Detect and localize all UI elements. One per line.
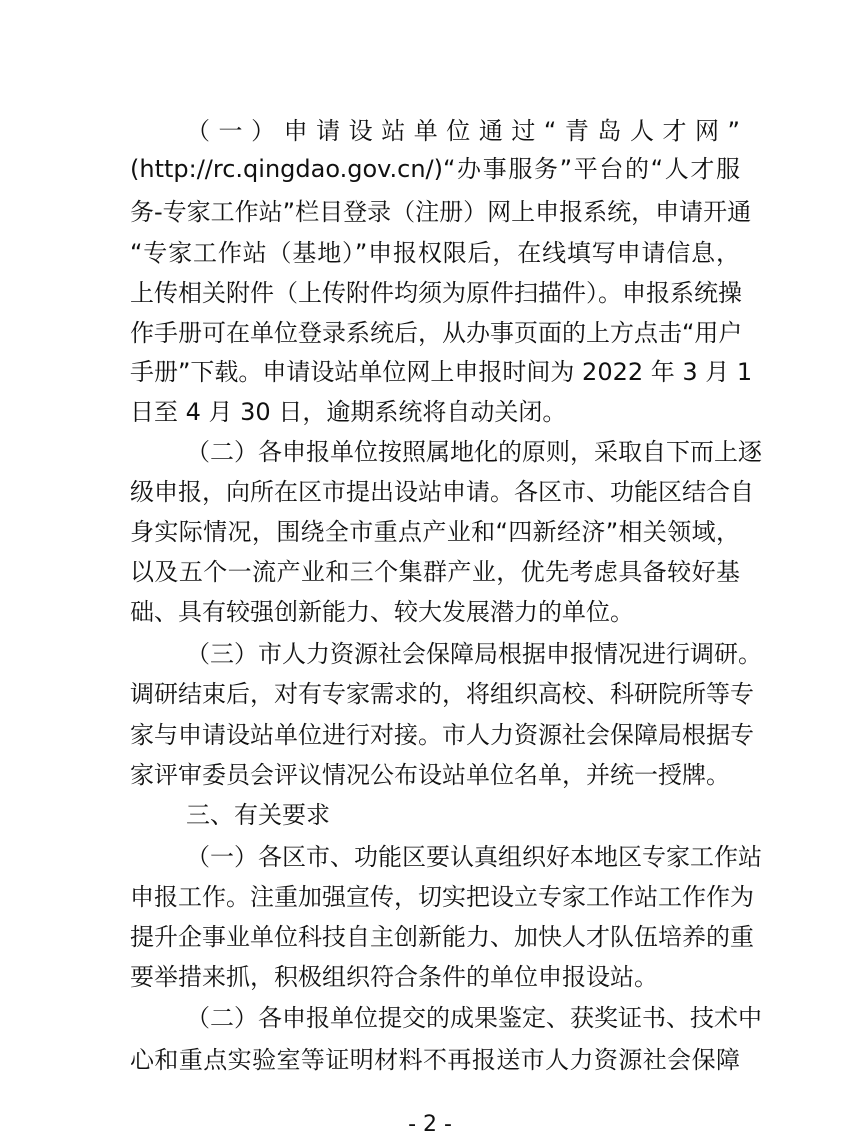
- paragraph-3-line-4: 家评审委员会评议情况公布设站单位名单，并统一授牌。: [130, 761, 730, 789]
- paragraph-1-line-5: 上传相关附件（上传附件均须为原件扫描件）。申报系统操: [130, 279, 742, 307]
- paragraph-1-line-8: 日至 4 月 30 日，逾期系统将自动关闭。: [130, 398, 567, 426]
- paragraph-2-line-2: 级申报，向所在区市提出设站申请。各区市、功能区结合自: [130, 478, 754, 506]
- paragraph-4-line-1: （一）各区市、功能区要认真组织好本地区专家工作站: [186, 843, 762, 871]
- paragraph-5-line-1: （二）各申报单位提交的成果鉴定、获奖证书、技术中: [186, 1004, 762, 1032]
- paragraph-1-line-3: 务-专家工作站”栏目登录（注册）网上申报系统，申请开通: [130, 198, 752, 226]
- paragraph-1-line-2: (http://rc.qingdao.gov.cn/)“办事服务”平台的“人才服: [130, 155, 740, 183]
- paragraph-2-line-5: 础、具有较强创新能力、较大发展潜力的单位。: [130, 598, 634, 626]
- paragraph-1-line-6: 作手册可在单位登录系统后，从办事页面的上方点击“用户: [130, 319, 743, 347]
- paragraph-3-line-2: 调研结束后，对有专家需求的，将组织高校、科研院所等专: [130, 680, 754, 708]
- section-heading-requirements: 三、有关要求: [186, 801, 330, 829]
- paragraph-1-line-4: “专家工作站（基地）”申报权限后，在线填写申请信息，: [130, 239, 740, 267]
- paragraph-5-line-2: 心和重点实验室等证明材料不再报送市人力资源社会保障: [130, 1046, 740, 1074]
- paragraph-1-line-7: 手册”下载。申请设站单位网上申报时间为 2022 年 3 月 1: [130, 358, 753, 386]
- paragraph-2-line-1: （二）各申报单位按照属地化的原则，采取自下而上逐: [186, 438, 762, 466]
- paragraph-2-line-3: 身实际情况，围绕全市重点产业和“四新经济”相关领域，: [130, 518, 740, 546]
- paragraph-4-line-2: 申报工作。注重加强宣传，切实把设立专家工作站工作作为: [130, 883, 754, 911]
- paragraph-4-line-4: 要举措来抓，积极组织符合条件的单位申报设站。: [130, 963, 658, 991]
- paragraph-2-line-4: 以及五个一流产业和三个集群产业，优先考虑具备较好基: [130, 558, 740, 586]
- paragraph-3-line-3: 家与申请设站单位进行对接。市人力资源社会保障局根据专: [130, 721, 754, 749]
- paragraph-4-line-3: 提升企事业单位科技自主创新能力、加快人才队伍培养的重: [130, 923, 754, 951]
- paragraph-1-line-1: （一）申请设站单位通过“青岛人才网”: [186, 117, 740, 145]
- paragraph-3-line-1: （三）市人力资源社会保障局根据申报情况进行调研。: [186, 640, 762, 668]
- page-number: - 2 -: [408, 1112, 452, 1137]
